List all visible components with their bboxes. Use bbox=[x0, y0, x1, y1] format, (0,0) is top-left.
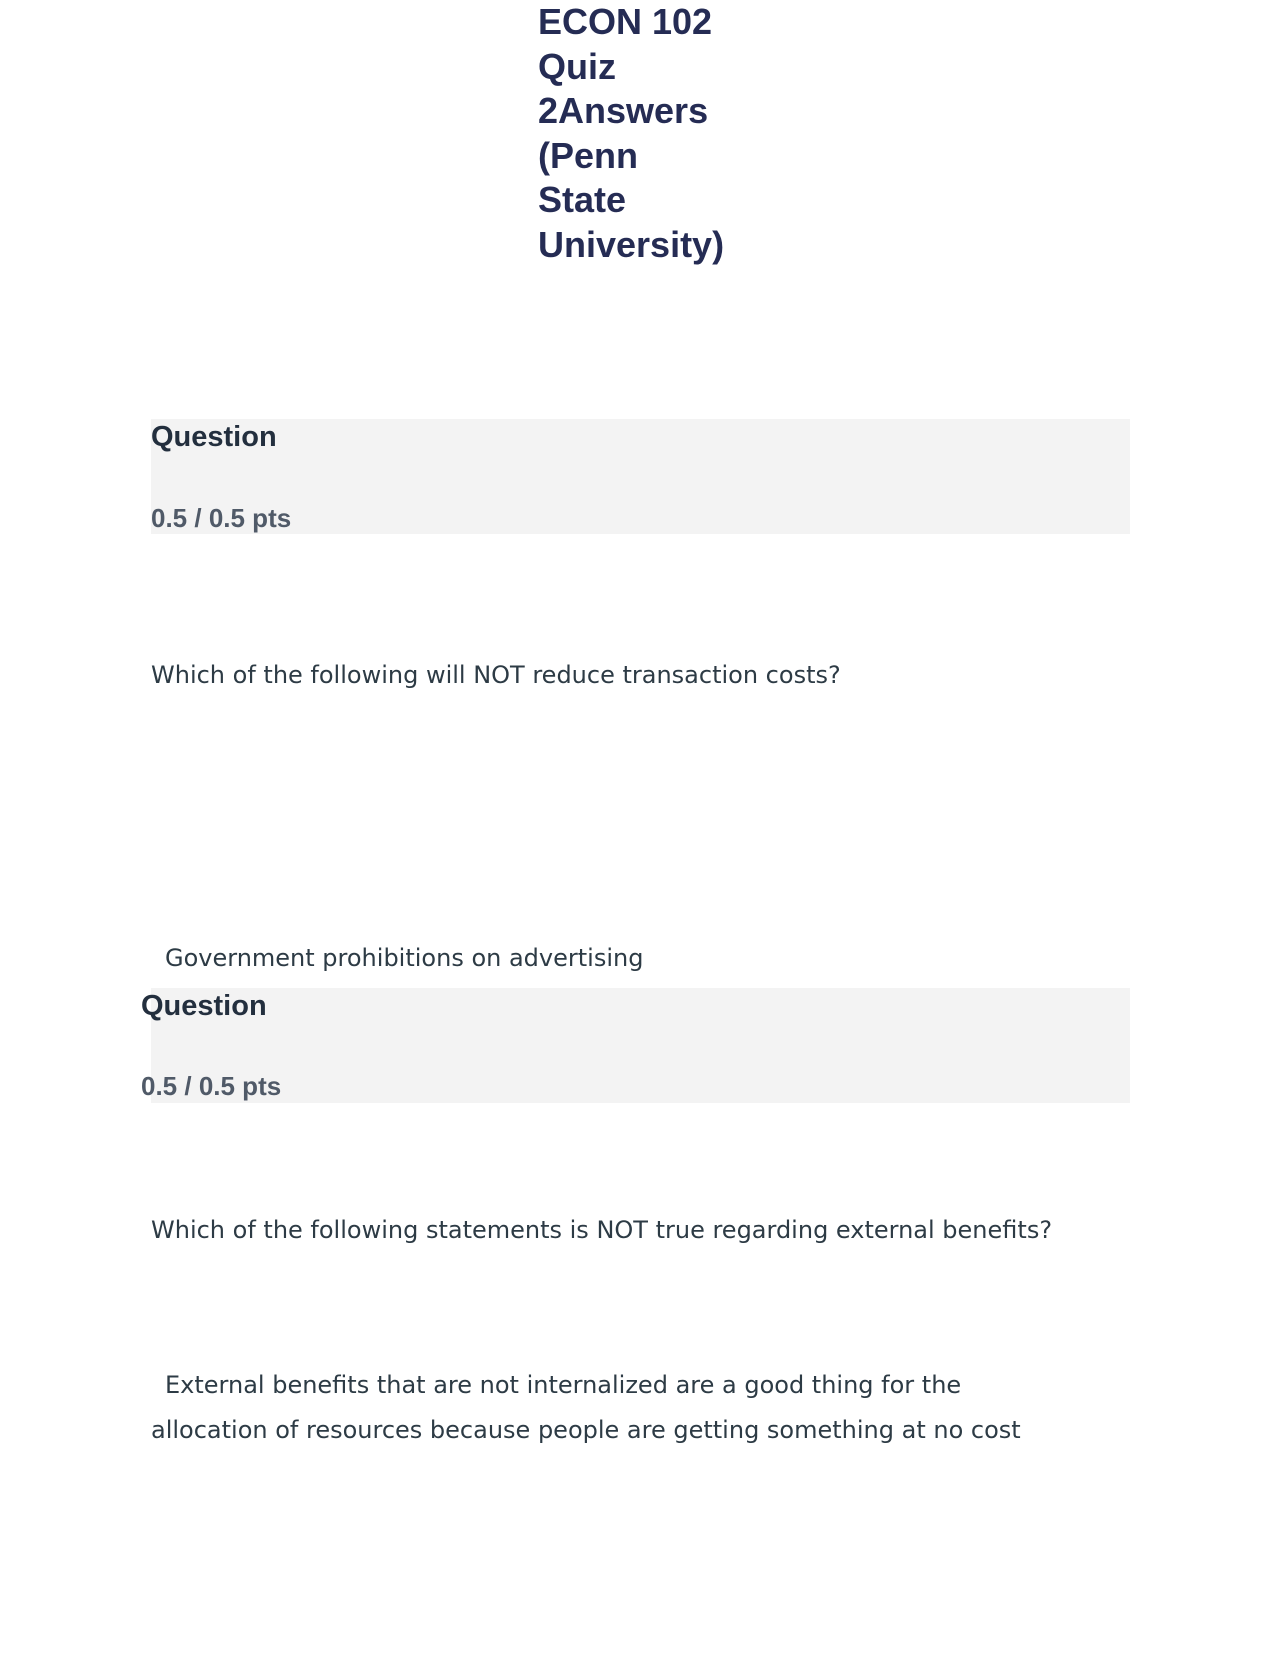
document-title bbox=[538, 0, 768, 267]
question-header bbox=[151, 988, 1130, 1103]
question-label: Question bbox=[141, 990, 267, 1022]
question-prompt: Which of the following will NOT reduce transaction costs? bbox=[151, 661, 841, 689]
title-line: (Penn bbox=[538, 134, 639, 176]
answer-text bbox=[151, 1363, 1021, 1452]
answer-line: External benefits that are not internalized are a good thing for the bbox=[165, 1371, 962, 1399]
title-line: State bbox=[538, 179, 627, 220]
title-line: University) bbox=[538, 223, 725, 265]
question-label: Question bbox=[151, 421, 277, 453]
question-prompt: Which of the following statements is NOT true regarding external benefits? bbox=[151, 1216, 1053, 1244]
answer-text: Government prohibitions on advertising bbox=[165, 944, 644, 972]
title-line: Quiz bbox=[538, 45, 616, 87]
title-line: 2Answers bbox=[538, 90, 709, 131]
question-points: 0.5 / 0.5 pts bbox=[141, 1071, 282, 1101]
title-line: ECON 102 bbox=[538, 1, 713, 42]
question-points: 0.5 / 0.5 pts bbox=[151, 503, 292, 533]
answer-line: allocation of resources because people are getting something at no cost bbox=[151, 1415, 1021, 1444]
question-header bbox=[151, 419, 1130, 534]
